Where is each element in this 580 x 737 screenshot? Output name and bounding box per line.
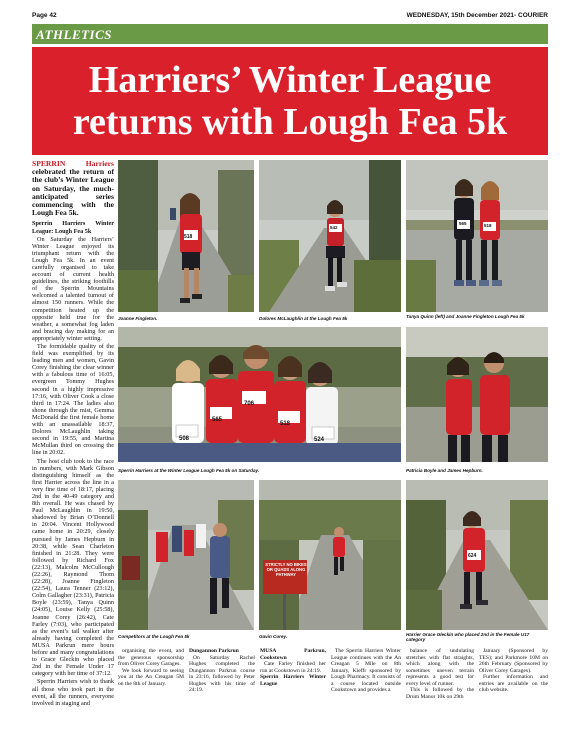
caption-patricia-boyle-james-hepburn: Patricia Boyle and James Hepburn. <box>406 468 483 473</box>
bib-number: 518 <box>484 223 492 228</box>
bottom-column-1 <box>118 648 184 734</box>
bib-number: 565 <box>459 221 467 226</box>
article-paragraph: The formidable quality of the field was exemplified by its leading men and women, Gavin Corey finishing the clear winner with a fabulous time of 16:05, evergreen Tommy Hughes second in a highly impressive 17:16, with Oliver Cook a close third in 17:24. The ladies also shone through the mist, Gemma McDonald the first female home with an unassailable 18:37, Dolores McLaughlin taking second in 19:55, and Martina McMullan third on crossing the line in 20:02. <box>32 343 114 457</box>
photo-grace-gleckin <box>406 480 548 630</box>
photo-tanya-quinn-joanne-fingleton <box>406 160 548 312</box>
bib-number: 565 <box>212 417 223 423</box>
page-number: Page 42 <box>32 12 57 19</box>
body-paragraph: We look forward to seeing you at the An Creagan 5M on the 8th of January. <box>118 667 184 687</box>
bottom-column-4 <box>331 648 401 734</box>
caption-gavin-corey: Gavin Corey. <box>259 634 288 639</box>
bib-number: 518 <box>280 421 291 427</box>
caption-competitors: Competitors at the Lough Fea 5k <box>118 634 190 639</box>
trail-sign: STRICTLY NO BIKES OR QUADS ALONG PATHWAY <box>265 562 307 577</box>
issue-date: WEDNESDAY, 15th December 2021- COURIER <box>406 12 548 19</box>
bottom-column-3 <box>260 648 326 734</box>
bib-number: 508 <box>179 436 190 442</box>
body-paragraph: balance of undulating stretches with flat straights, which along with the sometimes uneven terrain represents a good test for every level of runner. <box>406 648 474 687</box>
article-paragraph: Sperrin Harriers wish to thank all those who took part in the event, all the runners, everyone involved in staging and <box>32 678 114 707</box>
body-paragraph: This is followed by the Drum Manor 10k on 29th <box>406 687 474 700</box>
caption-joanne-fingleton: Joanne Fingleton. <box>118 316 158 321</box>
subhead-winter-league: Sperrin Harriers Winter League <box>260 674 326 687</box>
photo-gavin-corey <box>259 480 401 630</box>
lead-text: celebrated the return of the club’s Winter League on Saturday, the much-anticipated series commencing with the Lough Fea 5k. <box>32 167 114 218</box>
bib-number: 706 <box>244 401 255 407</box>
article-lead <box>32 160 114 217</box>
article-subhead: Sperrin Harriers Winter League: Lough Fea 5k <box>32 220 114 235</box>
body-paragraph: January (Sponsored by TES); and Parkmore 10M on 26th February (Sponsored by Oliver Corey Garages). <box>479 648 548 674</box>
caption-dolores-mclaughlin: Dolores McLaughlin at the Lough Fea 5k <box>259 316 348 321</box>
caption-sperrin-harriers-group: Sperrin Harriers at the Winter League Lough Fea 5k on Saturday. <box>118 468 260 473</box>
photo-sperrin-harriers-group <box>118 327 401 462</box>
headline <box>32 59 548 143</box>
article-column <box>32 160 114 730</box>
section-label: ATHLETICS <box>36 27 113 42</box>
article-paragraph: The host club took to the race in numbers, with Mark Gibson distinguishing himself as the first Harrier across the line in a very fine time of 18:17, placing 2nd in the 40-49 category and 8th overall. He was chased by Paul McLaughlin in 19:50, shadowed by Brian O’Donnell in 20:04. Vincent Hollywood came home in 20:29, closely pursued by James Hepburn in 20:38, while Sean Charleton finished in 21:28. They were followed by Richard Fox (22:13), Malcolm McCullough (22:26), Raymond Thom (22:28), Joanne Fingleton (22:54), Laura Tenner (23:12), Colm Gallagher (23:31), Patricia Boyle (23:59), Tanya Quinn (24:05), Louise Kelly (25:58), Joanne Corey (26:42), Cate Farley (7:03), who participated as the event’s tail walker after already having completed the MUSA Parkrun mere hours before and many congratulations to Grace Gleckin who placed 2nd in the Female Under 17 category with her time of 37:12. <box>32 457 114 678</box>
bib-number: 518 <box>184 234 193 240</box>
headline-line-1: Harriers’ Winter League <box>88 59 492 101</box>
section-banner <box>32 24 548 44</box>
body-paragraph: The Sperrin Harriers Winter League continues with the An Creagan 5 Mile on 8th January, Kieffr sponsored by Lough Pharmacy. It consists of a course located outside Cookstown and provides a <box>331 648 401 693</box>
photo-patricia-boyle-james-hepburn <box>406 327 548 462</box>
caption-grace-gleckin: Harrier Grace Gleckin who placed 2nd in the Female U17 category <box>406 632 530 643</box>
bib-number: 524 <box>314 437 325 443</box>
subhead-musa-parkrun: MUSA Parkrun, Cookstown <box>260 648 326 661</box>
photo-dolores-mclaughlin <box>259 160 401 312</box>
article-paragraph: On Saturday the Harriers’ Winter League enjoyed its triumphant return with the Lough Fea 5k. In an event carefully organised to take account of current health guidelines, the striking foothills of the Sperrin Mountains welcomed a talented turnout of almost 150 runners. While the competition heated up the opposite held true for the weather, a somewhat fog laden and bracing day making for an appropriately winter setting. <box>32 235 114 342</box>
headline-line-2: returns with Lough Fea 5k <box>72 101 508 143</box>
body-paragraph: Cate Farley finished her run at Cookstown in 24:19. <box>260 661 326 674</box>
headline-box <box>32 47 548 155</box>
body-paragraph: On Saturday Rachel Hughes completed the Dungannon Parkrun course in 23:16, followed by Peter Hughes with his time of 24:19. <box>189 654 255 693</box>
page-header <box>32 12 548 22</box>
subhead-dungannon-parkrun: Dungannon Parkrun <box>189 648 239 654</box>
bottom-column-5 <box>406 648 474 734</box>
bottom-column-2 <box>189 648 255 734</box>
lead-name: SPERRIN Harriers <box>32 160 114 168</box>
photo-competitors <box>118 480 254 630</box>
caption-tanya-quinn-joanne-fingleton: Tanya Quinn (left) and Joanne Fingleton Lough Fea 5k <box>406 314 525 319</box>
bib-number: 542 <box>330 225 338 230</box>
body-paragraph: Further information and entries are available on the club website. <box>479 674 548 693</box>
bottom-column-6 <box>479 648 548 734</box>
body-paragraph: organising the event, and the generous sponsorship from Oliver Corey Garages. <box>118 648 184 667</box>
bib-number: 624 <box>468 553 477 559</box>
